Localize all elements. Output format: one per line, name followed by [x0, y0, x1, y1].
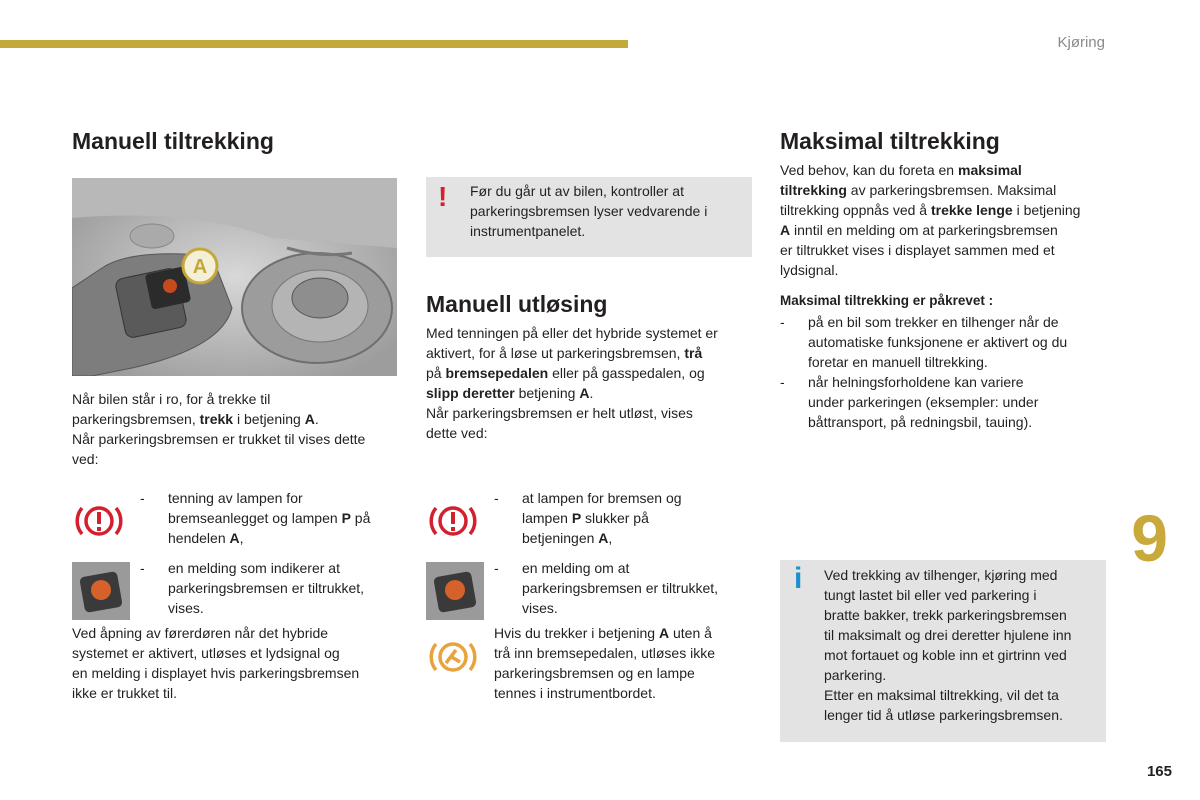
text-line: systemet er aktivert, utløses et lydsignal og	[72, 645, 340, 661]
text-line: på bremsepedalen eller på gasspedalen, og	[426, 365, 705, 381]
text-line: slipp deretter betjening A.	[426, 385, 594, 401]
text-line: mot fortauet og koble inn et girtrinn ved	[824, 647, 1067, 663]
middle-title: Manuell utløsing	[426, 291, 608, 317]
text-line: tiltrekking av parkeringsbremsen. Maksimal	[780, 182, 1057, 198]
left-title: Manuell tiltrekking	[72, 128, 274, 154]
text-line: Hvis du trekker i betjening A uten å	[494, 625, 712, 641]
right-item-2	[780, 372, 1110, 432]
text-line: lenger tid å utløse parkeringsbremsen.	[824, 707, 1063, 723]
text-line: dette ved:	[426, 425, 488, 441]
text-line: en melding som indikerer at	[168, 560, 340, 576]
text-line: parkeringsbremsen er tiltrukket,	[522, 580, 719, 596]
info-text	[824, 565, 1104, 725]
dash: -	[494, 490, 499, 506]
text-line: når helningsforholdene kan variere	[808, 374, 1024, 390]
text-line: lydsignal.	[780, 262, 839, 278]
text-line: parkeringsbremsen og en lampe	[494, 665, 695, 681]
text-line: på en bil som trekker en tilhenger når de	[808, 314, 1059, 330]
text-line: er tiltrukket vises i displayet sammen med et	[780, 242, 1055, 258]
right-item-2-text	[808, 372, 1038, 432]
chapter-number: 9	[1131, 501, 1168, 575]
text-line: tungt lastet bil eller ved parkering i	[824, 587, 1037, 603]
right-item-1-text	[808, 312, 1067, 372]
text-line: parkeringsbremsen er tiltrukket,	[168, 580, 365, 596]
text-line: en melding om at	[522, 560, 630, 576]
left-item-2-text	[168, 558, 364, 618]
left-outro	[72, 623, 412, 703]
right-item-1	[780, 312, 1110, 372]
warning-box	[426, 177, 752, 257]
required-heading: Maksimal tiltrekking er påkrevet :	[780, 293, 994, 308]
text-line: en melding i displayet hvis parkeringsbremsen	[72, 665, 360, 681]
text-line: båttransport, på redningsbil, tauing).	[808, 414, 1033, 430]
text-line: Med tenningen på eller det hybride systemet er	[426, 325, 718, 341]
text-line: lampen P slukker på	[522, 510, 649, 526]
text-line: tennes i instrumentbordet.	[494, 685, 656, 701]
dash: -	[140, 490, 145, 506]
switch-thumbnail-icon	[72, 562, 130, 620]
left-item-1	[140, 488, 410, 548]
brake-fault-lamp-icon	[428, 636, 478, 683]
middle-item-2	[494, 558, 754, 618]
text-line: Når parkeringsbremsen er trukket til vises dette	[72, 431, 366, 447]
text-line: tiltrekking oppnås ved å trekke lenge i betjening	[780, 202, 1081, 218]
dash: -	[140, 560, 145, 576]
text-line: aktivert, for å løse ut parkeringsbremsen, trå	[426, 345, 703, 361]
middle-outro	[494, 623, 754, 703]
text-line: parkering.	[824, 667, 887, 683]
middle-item-1-text	[522, 488, 682, 548]
dash: -	[780, 374, 785, 390]
text-line: Ved åpning av førerdøren når det hybride	[72, 625, 329, 641]
text-line: ved:	[72, 451, 99, 467]
section-title: Kjøring	[1057, 34, 1105, 51]
warning-text	[470, 181, 750, 241]
text-line: bremseanlegget og lampen P på	[168, 510, 371, 526]
text-line: vises.	[522, 600, 558, 616]
text-line: at lampen for bremsen og	[522, 490, 682, 506]
text-line: Når bilen står i ro, for å trekke til	[72, 391, 271, 407]
right-intro	[780, 160, 1110, 280]
text-line: Etter en maksimal tiltrekking, vil det ta	[824, 687, 1059, 703]
text-line: Når parkeringsbremsen er helt utløst, vises	[426, 405, 693, 421]
text-line: Ved trekking av tilhenger, kjøring med	[824, 567, 1058, 583]
left-item-1-text	[168, 488, 370, 548]
dash: -	[494, 560, 499, 576]
middle-intro	[426, 323, 756, 443]
brake-warning-lamp-icon	[428, 500, 478, 547]
text-line: trå inn bremsepedalen, utløses ikke	[494, 645, 715, 661]
text-line: betjeningen A,	[522, 530, 613, 546]
text-line: ikke er trukket til.	[72, 685, 178, 701]
switch-thumbnail-icon	[426, 562, 484, 620]
header-accent-bar	[0, 40, 628, 48]
text-line: vises.	[168, 600, 204, 616]
left-item-2	[140, 558, 410, 618]
info-icon: i	[794, 562, 803, 595]
parking-brake-photo	[72, 178, 397, 376]
dash: -	[780, 314, 785, 330]
exclamation-icon: !	[438, 181, 448, 212]
text-line: foretar en manuell tiltrekking.	[808, 354, 988, 370]
text-line: Ved behov, kan du foreta en maksimal	[780, 162, 1022, 178]
text-line: under parkeringen (eksempler: under	[808, 394, 1039, 410]
text-line: parkeringsbremsen lyser vedvarende i	[470, 203, 708, 219]
middle-item-1	[494, 488, 754, 548]
left-intro	[72, 389, 402, 469]
right-title: Maksimal tiltrekking	[780, 128, 1000, 154]
text-line: bratte bakker, trekk parkeringsbremsen	[824, 607, 1067, 623]
page-number: 165	[1146, 763, 1172, 780]
brake-warning-lamp-icon	[74, 500, 124, 547]
text-line: instrumentpanelet.	[470, 223, 586, 239]
info-box	[780, 560, 1106, 742]
text-line: A inntil en melding om at parkeringsbremsen	[780, 222, 1058, 238]
photo-label: A	[192, 256, 208, 278]
text-line: parkeringsbremsen, trekk i betjening A.	[72, 411, 319, 427]
text-line: Før du går ut av bilen, kontroller at	[470, 183, 684, 199]
text-line: automatiske funksjonene er aktivert og du	[808, 334, 1068, 350]
text-line: hendelen A,	[168, 530, 244, 546]
middle-item-2-text	[522, 558, 718, 618]
console-illustration	[72, 178, 397, 376]
text-line: til maksimalt og drei deretter hjulene inn	[824, 627, 1072, 643]
text-line: tenning av lampen for	[168, 490, 303, 506]
